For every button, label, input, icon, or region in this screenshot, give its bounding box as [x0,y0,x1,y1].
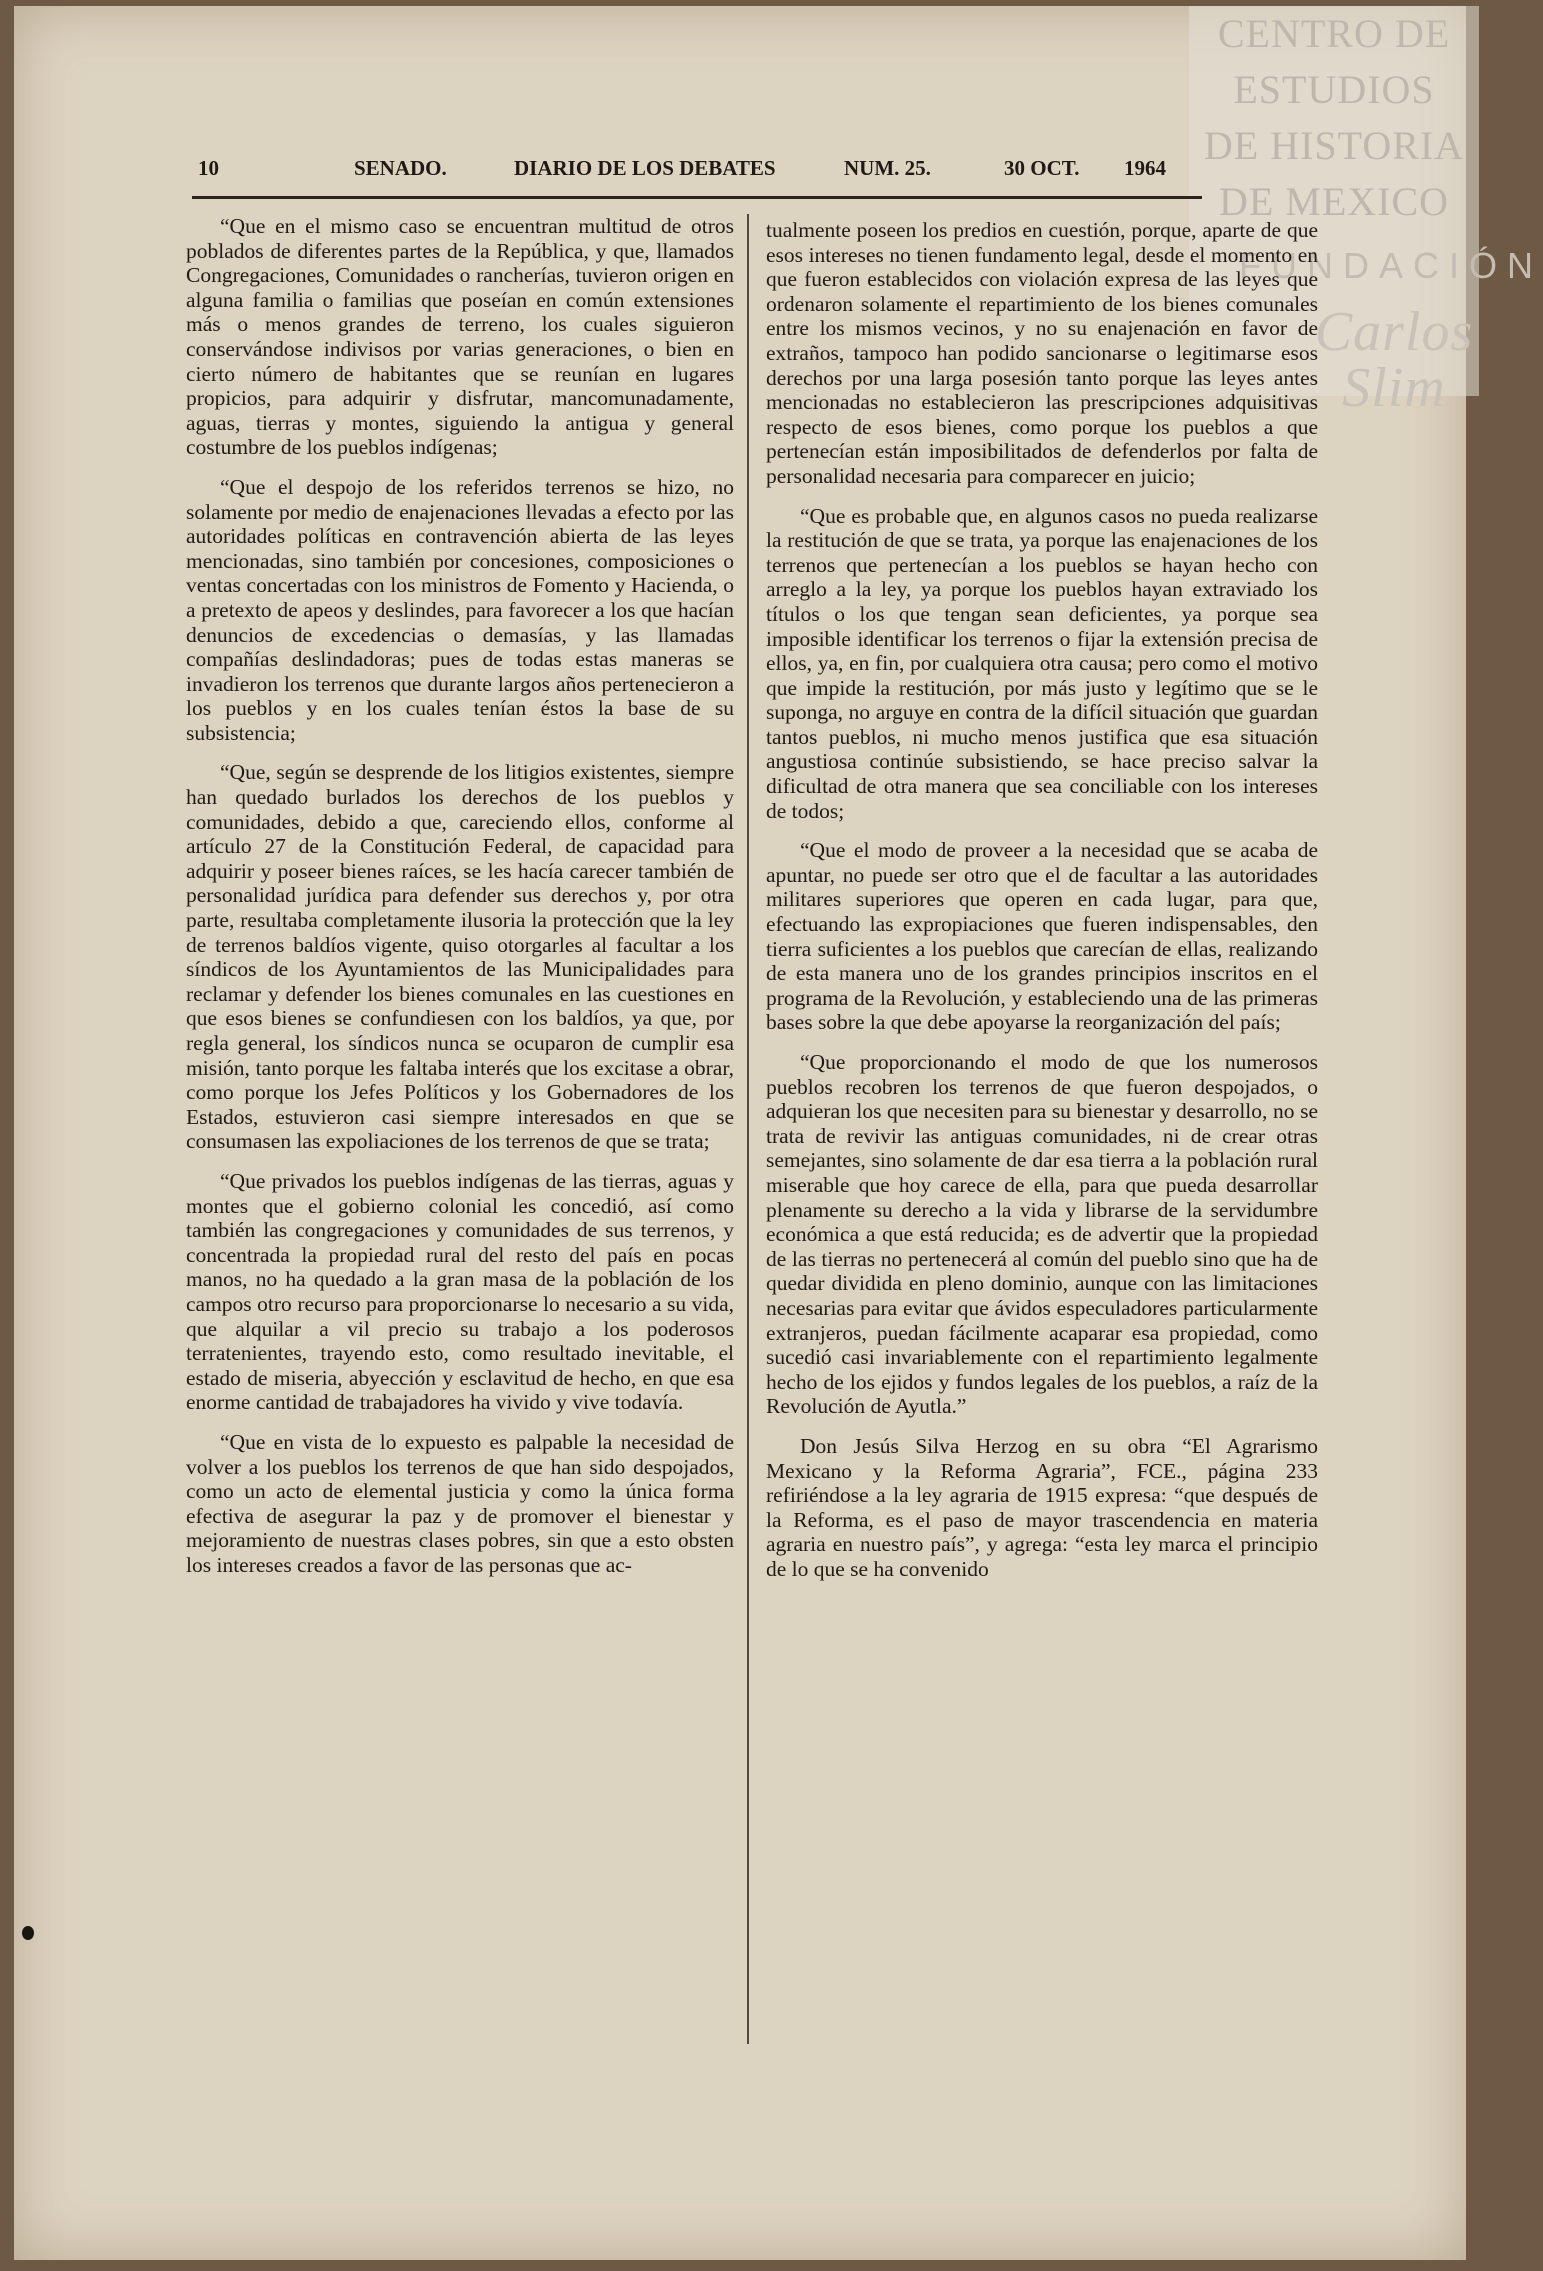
paragraph: “Que es probable que, en algunos casos no pueda realizarse la restitución de que se trata, ya porque las enajenaciones de los terrenos que pertenecían a los pueblos se hayan hecho con arreglo a la ley, ya porque los pueblos hayan extraviado los títulos o los que tengan sean deficientes, ya porque sea imposible identificar los terrenos o fijar la extensión precisa de ellos, ya, en fin, por cualquiera otra causa; pero como el motivo que impide la restitución, por más justo y legítimo que se le suponga, no arguye en contra de la difícil situación que guardan tantos pueblos, ni mucho menos justifica que esa situación angustiosa continúe subsistiendo, se hace preciso salvar la dificultad de otra manera que sea conciliable con los intereses de todos; [766,503,1318,823]
column-divider [747,214,749,2044]
issue-number: NUM. 25. [844,156,931,180]
watermark-line: ESTUDIOS [1233,67,1435,112]
paragraph: “Que el modo de proveer a la necesidad que se acaba de apuntar, no puede ser otro que el de facultar a las autoridades militares superiores que operen en cada lugar, para que, efectuando las expropiaciones que fueren indispensables, den tierra suficientes a los pueblos que carecían de ellas, realizando de esta manera uno de los grandes principios inscritos en el programa de la Revolución, y estableciendo una de las primeras bases sobre la que debe apoyarse la reorganización del país; [766,838,1318,1035]
paragraph: “Que en vista de lo expuesto es palpable la necesidad de volver a los pueblos los terrenos de que han sido despojados, como un acto de elemental justicia y como la única forma efectiva de asegurar la paz y de promover el bienestar y mejoramiento de nuestras clases pobres, sin que a esto obsten los intereses creados a favor de las personas que ac- [186,1429,734,1577]
newspaper-page [14,6,1543,2260]
issue-date: 30 OCT. [1004,156,1080,180]
watermark-line: DE MEXICO [1218,179,1450,224]
publication-title: DIARIO DE LOS DEBATES [514,156,776,180]
chamber-label: SENADO. [354,156,447,180]
issue-year: 1964 [1124,156,1166,180]
header-rule [192,196,1202,199]
paragraph: “Que privados los pueblos indígenas de las tierras, aguas y montes que el gobierno colonial les concedió, así como también las congregaciones y comunidades de sus terrenos, y concentrada la propiedad rural del resto del país en pocas manos, no ha quedado a la gran masa de la población de los campos otro recurso para proporcionarse lo necesario a su vida, que alquilar a vil precio su trabajo a los poderosos terratenientes, trayendo esto, como resultado inevitable, el estado de miseria, abyección y esclavitud de hecho, en que esa enorme cantidad de trabajadores ha vivido y vive todavía. [186,1168,734,1415]
paragraph: Don Jesús Silva Herzog en su obra “El Agrarismo Mexicano y la Reforma Agraria”, FCE., página 233 refiriéndose a la ley agraria de 1915 expresa: “que después de la Reforma, es el paso de mayor trascendencia en materia agraria en nuestro país”, y agrega: “esta ley marca el principio de lo que se ha convenido [766,1433,1318,1581]
paragraph: “Que, según se desprende de los litigios existentes, siempre han quedado burlados los derechos de los pueblos y comunidades, debido a que, careciendo ellos, conforme al artículo 27 de la Constitución Federal, de capacidad para adquirir y poseer bienes raíces, se les hacía carecer también de personalidad jurídica para defender sus derechos y, por otra parte, resultaba completamente ilusoria la protección que la ley de terrenos baldíos vigente, quiso otorgarles al facultar a los síndicos de los Ayuntamientos de las Municipalidades para reclamar y defender los bienes comunales en las cuestiones en que esos bienes se confundiesen con los baldíos, ya que, por regla general, los síndicos nunca se ocuparon de cumplir esa misión, tanto porque les faltaba interés que los excitase a obrar, como porque los Jefes Políticos y los Gobernadores de los Estados, estuvieron casi siempre interesados en que se consumasen las expoliaciones de los terrenos de que se trata; [186,760,734,1154]
watermark-signature: Carlos Slim [1314,301,1474,419]
page-number: 10 [198,156,219,180]
watermark-line: CENTRO DE [1217,11,1451,56]
right-column [766,218,1318,1596]
paragraph: “Que el despojo de los referidos terrenos se hizo, no solamente por medio de enajenaciones llevadas a efecto por las autoridades políticas en contravención abierta de las leyes mencionadas, sino también por concesiones, composiciones o ventas concertadas con los ministros de Fomento y Hacienda, o a pretexto de apeos y deslindes, para favorecer a los que hacían denuncios de excedencias o demasías, y las llamadas compañías deslindadoras; pues de todas estas maneras se invadieron los terrenos que durante largos años pertenecieron a los pueblos y en los cuales tenían éstos la base de su subsistencia; [186,474,734,745]
paragraph: “Que proporcionando el modo de que los numerosos pueblos recobren los terrenos de que fueron despojados, o adquieran los que necesiten para su bienestar y desarrollo, no se trata de revivir las antiguas comunidades, ni de crear otras semejantes, sino solamente de dar esa tierra a la población rural miserable que hoy carece de ella, para que pueda desarrollar plenamente su derecho a la vida y librarse de la servidumbre económica a que está reducida; es de advertir que la propiedad de las tierras no pertenecerá al común del pueblo sino que ha de quedar dividida en pleno dominio, aunque con las limitaciones necesarias para evitar que ávidos especuladores particularmente extranjeros, puedan fácilmente acaparar esa propiedad, como sucedió casi invariablemente con el repartimiento legalmente hecho de los ejidos y fundos legales de los pueblos, a raíz de la Revolución de Ayutla.” [766,1050,1318,1419]
watermark-line: DE HISTORIA [1203,123,1465,168]
paragraph: “Que en el mismo caso se encuentran multitud de otros poblados de diferentes partes de la República, y que, llamados Congregaciones, Comunidades o rancherías, tuvieron origen en alguna familia o familias que poseían en común extensiones más o menos grandes de terreno, los cuales siguieron conservándose indivisos por varias generaciones, o bien en cierto número de habitantes que se reunían en lugares propicios, para adquirir y disfrutar, mancomunadamente, aguas, tierras y montes, siguiendo la antigua y general costumbre de los pueblos indígenas; [186,214,734,460]
running-header [184,156,1194,196]
watermark-foundation: FUNDACIÓN [1239,245,1543,286]
paragraph: tualmente poseen los predios en cuestión, porque, aparte de que esos intereses no tienen fundamento legal, desde el momento en que fueron establecidos con violación expresa de las leyes que ordenaron solamente el repartimiento de los bienes comunales entre los mismos vecinos, y no su enajenación en favor de extraños, tampoco han podido sancionarse o legitimarse esos derechos por una larga posesión tanto porque las leyes antes mencionadas no establecieron las prescripciones adquisitivas respecto de esos bienes, como porque los pueblos a que pertenecían están imposibilitados de defenderlos por falta de personalidad necesaria para comparecer en juicio; [766,218,1318,488]
left-column [186,214,734,1592]
ink-mark [22,1926,34,1940]
